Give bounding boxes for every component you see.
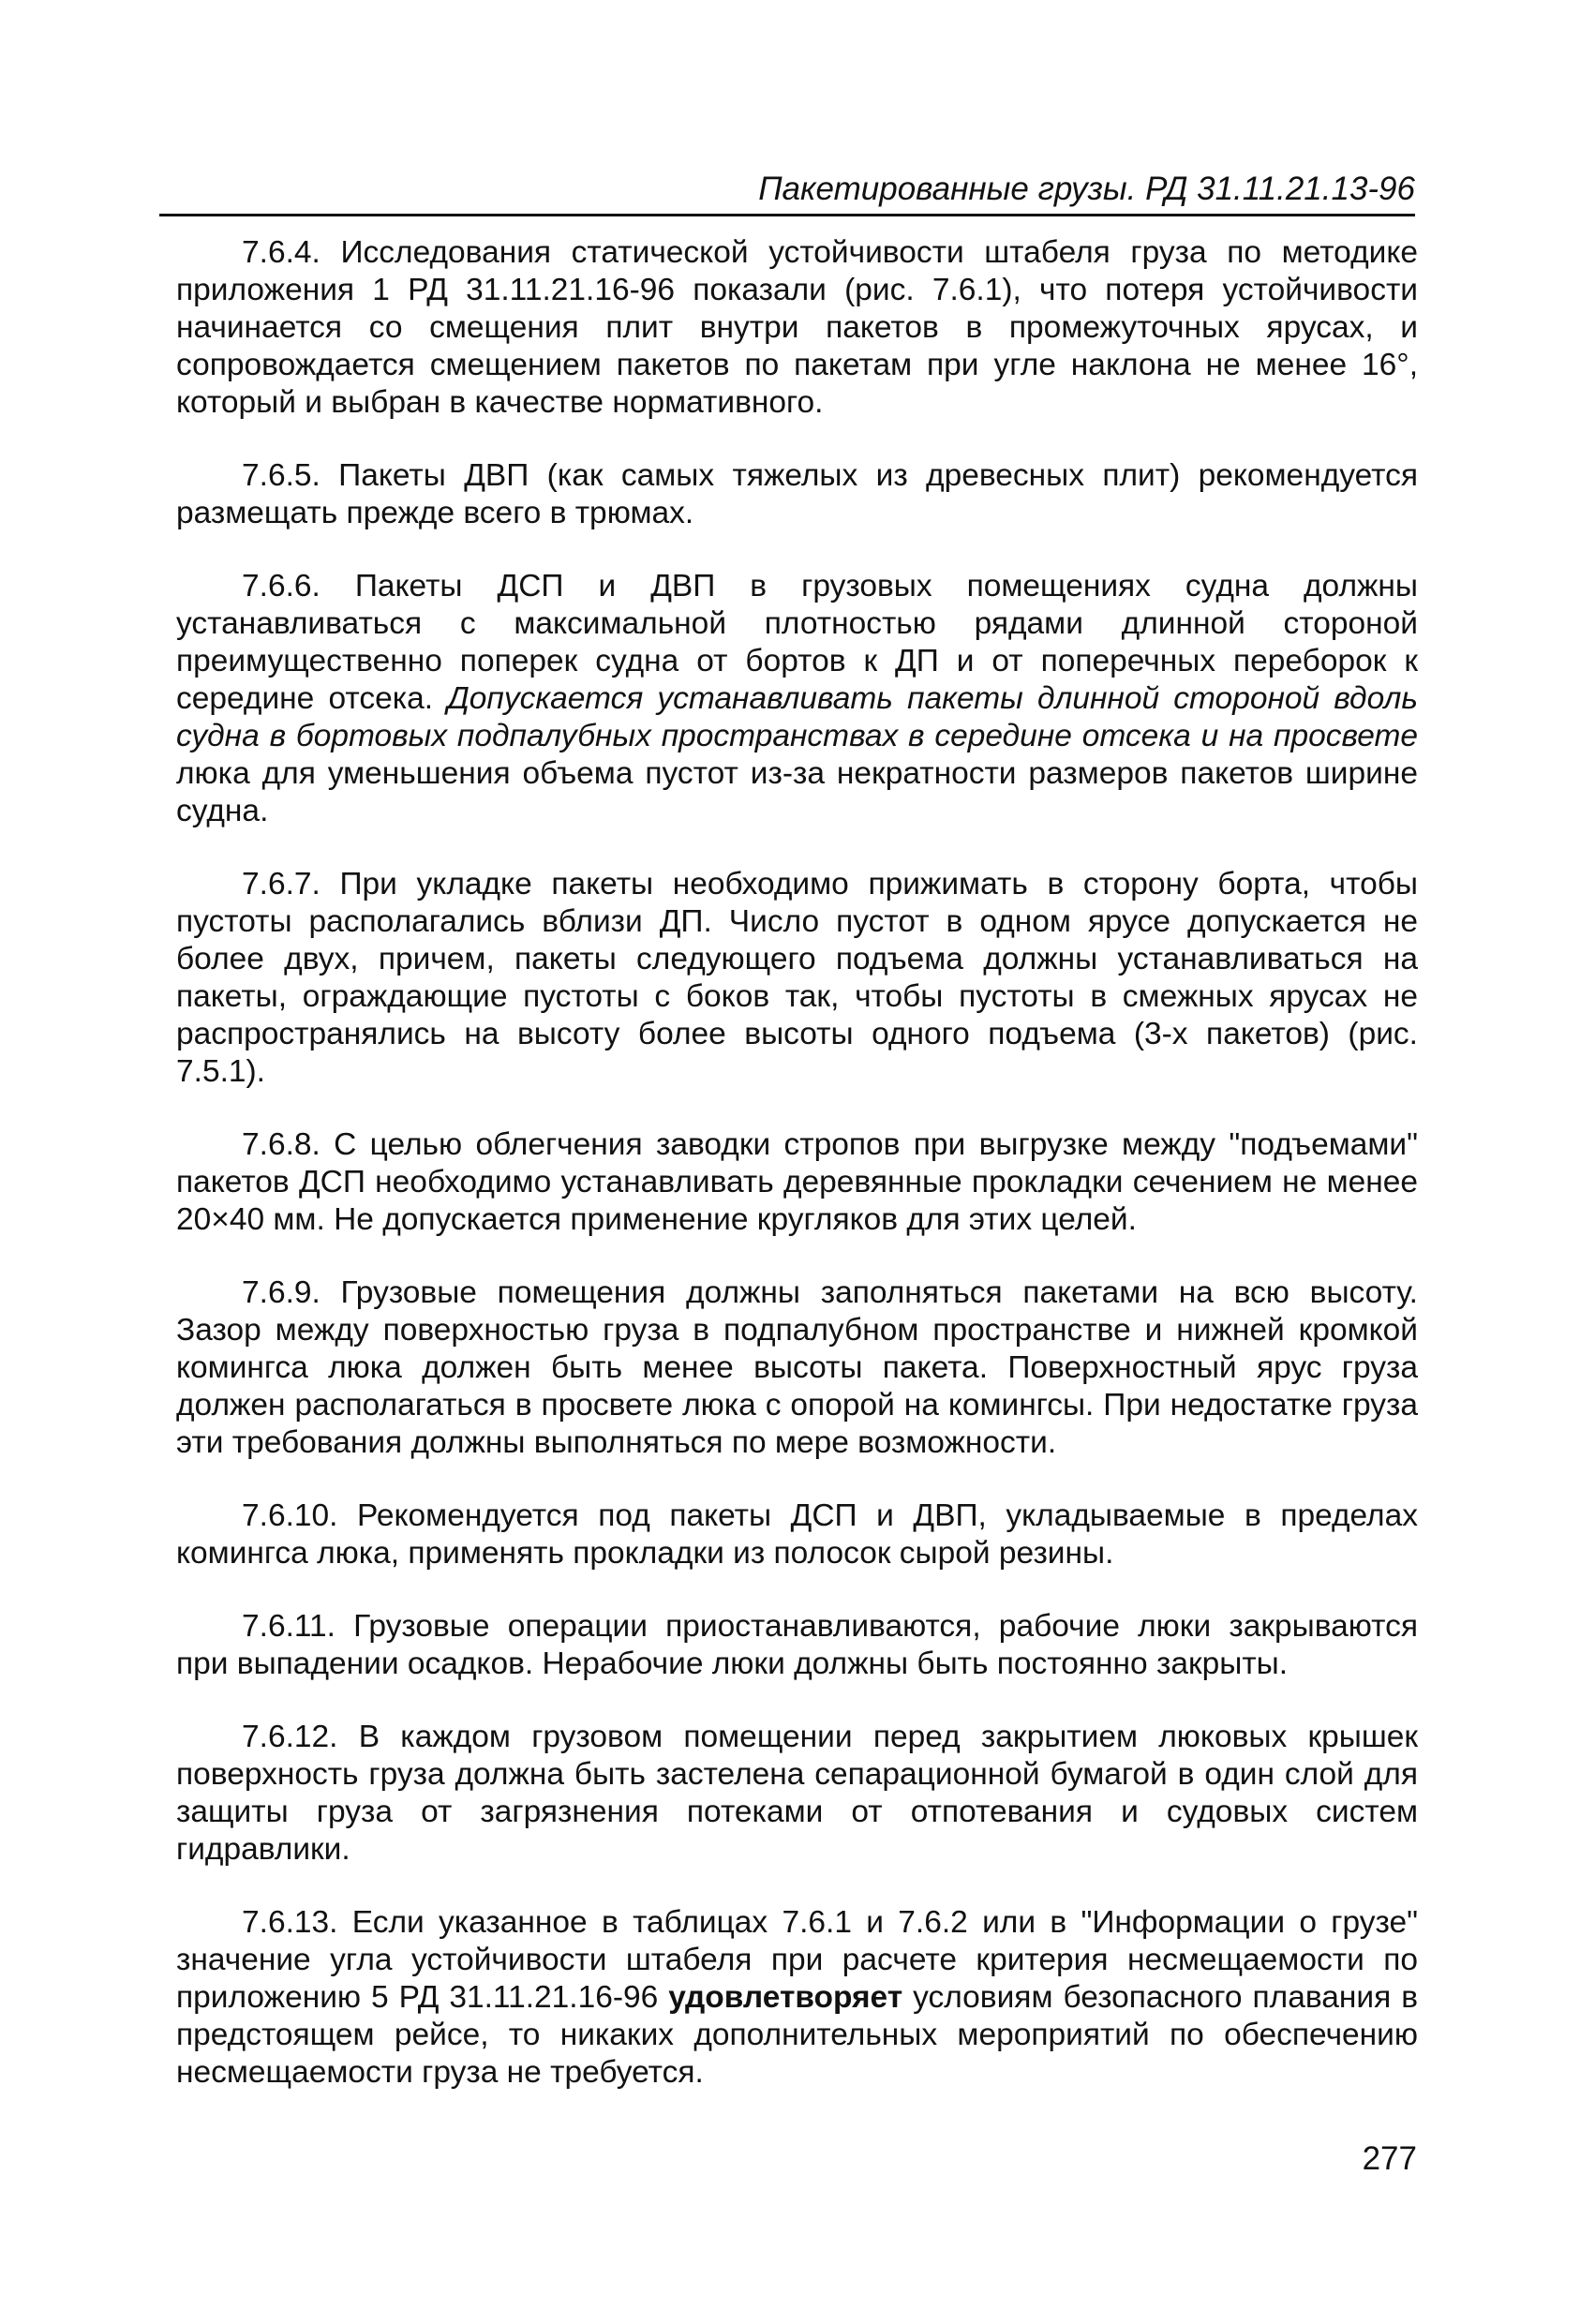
paragraph-7-6-10: 7.6.10. Рекомендуется под пакеты ДСП и ДВП, укладываемые в пределах комингса люка, применять прокладки из полосок сырой резины. xyxy=(176,1498,1418,1571)
paragraph-7-6-12: 7.6.12. В каждом грузовом помещении перед закрытием люковых крышек поверхность груза должна быть застелена сепарационной бумагой в один слой для защиты груза от загрязнения потеками от отпотевания и судовых систем гидравлики. xyxy=(176,1720,1418,1867)
paragraph-7-6-13-text: 7.6.13. Если указанное в таблицах 7.6.1 и 7.6.2 или в "Информации о грузе" значение угла устойчивости штабеля при расчете критерия несмещаемости по приложению 5 РД 31.11.21.16-96 xyxy=(176,1905,1418,2015)
paragraph-7-6-7: 7.6.7. При укладке пакеты необходимо прижимать в сторону борта, чтобы пустоты располагались вблизи ДП. Число пустот в одном ярусе допускается не более двух, причем, пакеты следующего подъема должны устанавливаться на пакеты, ограждающие пустоты с боков так, чтобы пустоты в смежных ярусах не распространялись на высоту более высоты одного подъема (3-х пакетов) (рис. 7.5.1). xyxy=(176,867,1418,1089)
paragraph-7-6-4: 7.6.4. Исследования статической устойчивости штабеля груза по методике приложения 1 РД 31.11.21.16-96 показали (рис. 7.6.1), что потеря устойчивости начинается со смещения плит внутри пакетов в промежуточных ярусах, и сопровождается смещением пакетов по пакетам при угле наклона не менее 16°, который и выбран в качестве нормативного. xyxy=(176,235,1418,420)
paragraph-7-6-6-italic-text: Допускается устанавливать пакеты длинной стороной вдоль судна в бортовых подпалубных пространствах в середине отсека и на просвете xyxy=(176,681,1418,753)
paragraph-7-6-6-text-end: люка для уменьшения объема пустот из-за некратности размеров пакетов ширине судна. xyxy=(176,756,1418,828)
paragraph-7-6-13-bold-text: удовлетворяет xyxy=(668,1980,903,2015)
running-header: Пакетированные грузы. РД 31.11.21.13-96 xyxy=(159,169,1415,216)
body-text xyxy=(176,234,1418,2127)
paragraph-7-6-13-text-end: условиям безопасного плавания в предстоящем рейсе, то никаких дополнительных мероприятий по обеспечению несмещаемости груза не требуется. xyxy=(176,1980,1418,2090)
paragraph-7-6-6 xyxy=(176,568,1418,830)
page-number: 277 xyxy=(1362,2140,1417,2177)
paragraph-7-6-6-text: 7.6.6. Пакеты ДСП и ДВП в грузовых помещениях судна должны устанавливаться с максимальной плотностью рядами длинной стороной преимущественно поперек судна от бортов к ДП и от поперечных переборок к середине отсека. xyxy=(176,569,1418,716)
paragraph-7-6-5: 7.6.5. Пакеты ДВП (как самых тяжелых из древесных плит) рекомендуется размещать прежде всего в трюмах. xyxy=(176,458,1418,530)
paragraph-7-6-8: 7.6.8. С целью облегчения заводки стропов при выгрузке между "подъемами" пакетов ДСП необходимо устанавливать деревянные прокладки сечением не менее 20×40 мм. Не допускается применение кругляков для этих целей. xyxy=(176,1127,1418,1237)
paragraph-7-6-13 xyxy=(176,1904,1418,2092)
paragraph-7-6-11: 7.6.11. Грузовые операции приостанавливаются, рабочие люки закрываются при выпадении осадков. Нерабочие люки должны быть постоянно закрыты. xyxy=(176,1609,1418,1681)
paragraph-7-6-9: 7.6.9. Грузовые помещения должны заполняться пакетами на всю высоту. Зазор между поверхностью груза в подпалубном пространстве и нижней кромкой комингса люка должен быть менее высоты пакета. Поверхностный ярус груза должен располагаться в просвете люка с опорой на комингсы. При недостатке груза эти требования должны выполняться по мере возможности. xyxy=(176,1275,1418,1460)
